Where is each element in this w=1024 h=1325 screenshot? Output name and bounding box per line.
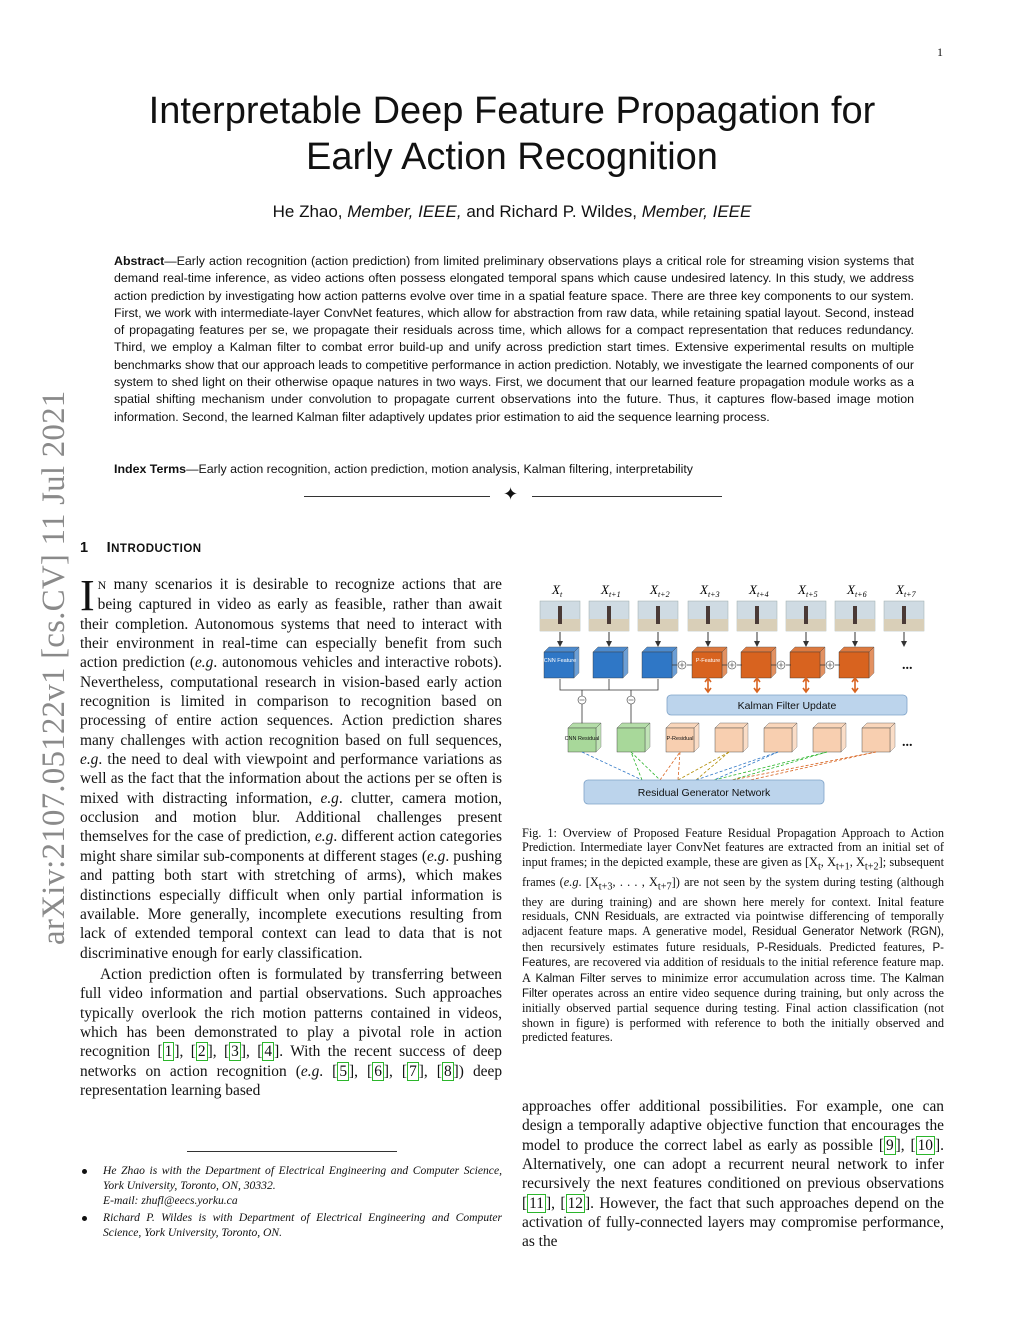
frame-label: $X_{t+5}$	[798, 582, 818, 599]
smallcaps-n: N	[97, 578, 107, 592]
frame-label: $X_{t+3}$	[700, 582, 720, 599]
p-residual-cube	[715, 723, 748, 752]
rgn-label: Residual Generator Network	[637, 787, 771, 799]
citation-link[interactable]: 10	[917, 1136, 933, 1154]
difference-links	[560, 679, 658, 724]
author-1-name: He Zhao,	[272, 202, 348, 221]
dashed-link	[696, 752, 778, 780]
author-2-name: and Richard P. Wildes,	[461, 202, 642, 221]
frame-person	[853, 606, 857, 624]
cube-side	[694, 723, 699, 752]
kalman-double-arrow	[705, 678, 711, 692]
cube-front	[741, 652, 771, 678]
cube-side	[792, 723, 797, 752]
figure-1-diagram	[522, 574, 944, 814]
cube-top	[715, 723, 748, 728]
cube-top	[617, 723, 650, 728]
cube-top	[544, 647, 579, 652]
cube-top	[813, 723, 846, 728]
dropcap: I	[80, 571, 95, 620]
dashed-link	[678, 752, 729, 780]
citation-link[interactable]: 9	[885, 1136, 894, 1154]
footnote-email: E-mail: zhufl@eecs.yorku.ca	[103, 1194, 238, 1207]
section-title-rest: NTRODUCTION	[111, 543, 202, 555]
cube-side	[645, 723, 650, 752]
right-paragraph: approaches offer additional possibilities. For example, one can design a temporally adaptive objective function that encourages the model to produce the correct label as early as possible [ 9 ], [ 10 ]. Alternatively, one can adopt a recurrent neural network to infer recursively the next features conditioned on previous observations [ 11 ], [ 12 ]. However, the fact that such approaches depend on the activation of fully-connected layers may compromise performance, as the	[522, 1098, 944, 1251]
frame-person	[804, 606, 808, 624]
bullet-icon	[82, 1169, 87, 1174]
ellipsis-bottom: ...	[902, 735, 913, 750]
kalman-double-arrow	[803, 678, 809, 692]
author-2-role: Member, IEEE	[641, 202, 752, 221]
index-terms-label: Index Terms	[114, 462, 187, 476]
cube-front	[813, 728, 841, 752]
section-heading	[80, 540, 202, 556]
bullet-icon	[82, 1216, 87, 1221]
citation-link[interactable]: 2	[197, 1043, 206, 1061]
p-feature-cube	[741, 647, 776, 678]
footnote-1: He Zhao is with the Department of Electrical Engineering and Computer Science, York University, Toronto, ON, 30332. E-mail: zhufl@eecs.yorku.ca	[80, 1163, 502, 1208]
footnote-rule	[187, 1151, 397, 1152]
frame-person	[706, 606, 710, 624]
cube-side	[841, 723, 846, 752]
cube-top	[790, 647, 825, 652]
p-feature-cube	[839, 647, 874, 678]
abstract-text: —Early action recognition (action prediction) from limited preliminary observations plays a critical role for streaming vision systems that demand real-time inference, as video actions often possess elongated temporal spans which cause undesired latency. In this study, we address action prediction by investigating how action patterns evolve over time in a spatial feature space. There are three key components to our system. First, we work with intermediate-layer ConvNet features, which allow for abstraction from raw data, while retaining spatial layout. Second, instead of propagating features per se, we propagate their residuals across time, which allows for a compact representation that reduces redundancy. Third, we employ a Kalman filter to combat error build-up and unify across prediction start times. Extensive experimental results on multiple benchmarks show that our approach leads to competitive performance in action prediction. Notably, we investigate the learned components of our system to shed light on their otherwise opaque natures in two ways. First, we document that our learned feature propagation module works as a spatial shifting mechanism under convolution to propagate current observations into the future. Thus, it captures flow-based image motion information. Second, the learned Kalman filter adaptively updates prior estimation to aid the sequence learning process.	[114, 254, 914, 424]
dashed-link	[631, 752, 660, 780]
cube-top	[568, 723, 601, 728]
cnn-feature-label: CNN Feature	[543, 658, 577, 664]
cube-side	[722, 647, 727, 678]
cube-front	[543, 652, 577, 678]
frame-label: $X_{t+4}$	[749, 582, 769, 599]
cube-front	[839, 652, 869, 678]
arxiv-stamp[interactable]: arXiv:2107.05122v1 [cs.CV] 11 Jul 2021	[36, 390, 72, 945]
cube-side	[771, 647, 776, 678]
footnote-2: Richard P. Wildes is with Department of Electrical Engineering and Computer Science, York University, Toronto, ON.	[80, 1210, 502, 1240]
dashed-link	[714, 752, 827, 780]
title-line-1: Interpretable Deep Feature Propagation for	[148, 90, 876, 132]
cube-front	[715, 728, 743, 752]
frame-label: $X_t$	[552, 582, 563, 599]
footnotes	[80, 1163, 502, 1242]
cube-top	[741, 647, 776, 652]
cube-side	[672, 647, 677, 678]
frame-label: $X_{t+7}$	[896, 582, 916, 599]
p-residual-cube	[764, 723, 797, 752]
cube-front	[617, 728, 645, 752]
dashed-link	[678, 752, 680, 780]
p-residual-label: P-Residual	[666, 736, 694, 742]
separator-star-icon: ✦	[503, 484, 519, 504]
cube-side	[743, 723, 748, 752]
separator-rule-left	[304, 496, 490, 497]
separator-rule-right	[532, 496, 722, 497]
p-residual-cube	[813, 723, 846, 752]
cube-front	[790, 652, 820, 678]
title-line-2: Early Action Recognition	[306, 136, 718, 178]
dashed-link	[660, 752, 680, 780]
p-feature-label: P-Feature	[695, 658, 721, 664]
intro-left-column	[80, 571, 503, 1100]
kalman-double-arrow	[852, 678, 858, 692]
cube-top	[593, 647, 628, 652]
cube-side	[869, 647, 874, 678]
cube-top	[839, 647, 874, 652]
page-number: 1	[937, 45, 943, 59]
frame-label: $X_{t+6}$	[847, 582, 867, 599]
ellipsis-top: ...	[902, 658, 913, 673]
kalman-filter-label: Kalman Filter Update	[737, 700, 837, 712]
citation-link[interactable]: 11	[529, 1194, 544, 1212]
index-terms-text: —Early action recognition, action prediction, motion analysis, Kalman filtering, interpretability	[186, 462, 693, 476]
section-number: 1	[80, 540, 89, 556]
citation-link[interactable]: 6	[374, 1062, 382, 1080]
dashed-link	[732, 752, 827, 780]
paper-title	[80, 88, 944, 180]
cube-top	[862, 723, 895, 728]
cube-top	[764, 723, 797, 728]
citation-link[interactable]: 1	[164, 1043, 173, 1061]
frame-label: $X_{t+2}$	[650, 582, 670, 599]
cube-front	[593, 652, 623, 678]
citation-link[interactable]: 8	[443, 1062, 452, 1080]
frame-person	[656, 606, 660, 624]
figure-caption: Fig. 1: Overview of Proposed Feature Residual Propagation Approach to Action Prediction. Intermediate layer ConvNet features are extracted from an initial set of input frames; in the depicted example, these are given as [$X_t$, $X_{t+1}$, $X_{t+2}$]; subsequent frames (e.g. [$X_{t+3}$, . . . , $X_{t+7}$]) are not seen by the system during testing (although they are during training) and are shown here merely for context. Inital feature residuals, CNN Residuals, are extracted via pointwise differencing of temporally adjacent feature maps. A generative model, Residual Generator Network (RGN), then recursively estimates future residuals, P-Residuals. Predicted features, P-Features, are recovered via addition of residuals to the initial reference feature map. A Kalman Filter serves to minimize error accumulation across time. The Kalman Filter operates across an entire video sequence during training, but only across the initially observed partial sequence during testing. Final action classification (not shown in figure) is performed with reference to both the initially observed and predicted features.	[522, 826, 945, 1045]
cube-top	[642, 647, 677, 652]
intro-right-column	[522, 1097, 944, 1252]
intro-paragraph-2: Action prediction often is formulated by transferring between full video information and partial observations. Such approaches typically overlook the rich motion patterns contained in videos, which has been demonstrated to play a pivotal role in action recognition [ 1 ], [ 2 ], [ 3 ], [ 4 ]. With the recent success of deep networks on action recognition (e.g. [ 5 ], [ 6 ], [ 7 ], [ 8 ]) deep representation learning based	[80, 965, 503, 1099]
cube-side	[820, 647, 825, 678]
cube-top	[692, 647, 727, 652]
cnn-feature-cube	[642, 647, 677, 678]
cnn-residual-label: CNN Residual	[564, 736, 600, 742]
citation-link[interactable]: 5	[339, 1062, 348, 1080]
abstract	[114, 253, 914, 426]
author-1-role: Member, IEEE,	[347, 202, 462, 221]
citation-link[interactable]: 4	[264, 1043, 273, 1061]
frame-label: $X_{t+1}$	[601, 582, 621, 599]
cube-top	[666, 723, 699, 728]
cnn-feature-cube	[593, 647, 628, 678]
cube-front	[862, 728, 890, 752]
section-initial: I	[106, 540, 112, 556]
abstract-label: Abstract	[114, 254, 165, 268]
frame-person	[902, 606, 906, 624]
p-residual-cube	[862, 723, 895, 752]
p-feature-cube	[790, 647, 825, 678]
cube-side	[890, 723, 895, 752]
frame-person	[558, 606, 562, 624]
frame-person	[755, 606, 759, 624]
cube-front	[642, 652, 672, 678]
dashed-link	[732, 752, 876, 780]
frame-person	[607, 606, 611, 624]
kalman-double-arrow	[754, 678, 760, 692]
cube-front	[692, 652, 722, 678]
cube-side	[623, 647, 628, 678]
cnn-residual-cube	[617, 723, 650, 752]
citation-link[interactable]: 12	[567, 1194, 583, 1212]
authors	[80, 202, 944, 222]
intro-paragraph-1: I N many scenarios it is desirable to recognize actions that are being captured in video as early as feasible, rather than await their completion. Autonomous systems that need to interact with their environment in real-time can especially benefit from such action prediction (e.g. autonomous vehicles and interactive robots). Nevertheless, computational research in vision-based early action recognition is limited in comparison to recognition based on processing of entire action sequences. Action prediction shares many challenges with action recognition based on full sequences, e.g. the need to deal with viewpoint and performance variations as well as the fact that the information about the actions per se often is mixed with distracting information, e.g. clutter, camera motion, occlusion and motion blur. Additional challenges present themselves for the case of prediction, e.g. different action categories might share similar sub-components at different stages (e.g. pushing and patting both start with stretching of arms), which makes distinctions especially difficult when only partial information is available. More generally, incomplete executions resulting from lack of extended temporal context can lead to data that is not discriminative enough for early classification.	[80, 571, 503, 962]
citation-link[interactable]: 3	[231, 1043, 239, 1061]
dashed-link	[696, 752, 729, 780]
cube-front	[764, 728, 792, 752]
index-terms	[114, 462, 914, 476]
citation-link[interactable]: 7	[409, 1062, 417, 1080]
